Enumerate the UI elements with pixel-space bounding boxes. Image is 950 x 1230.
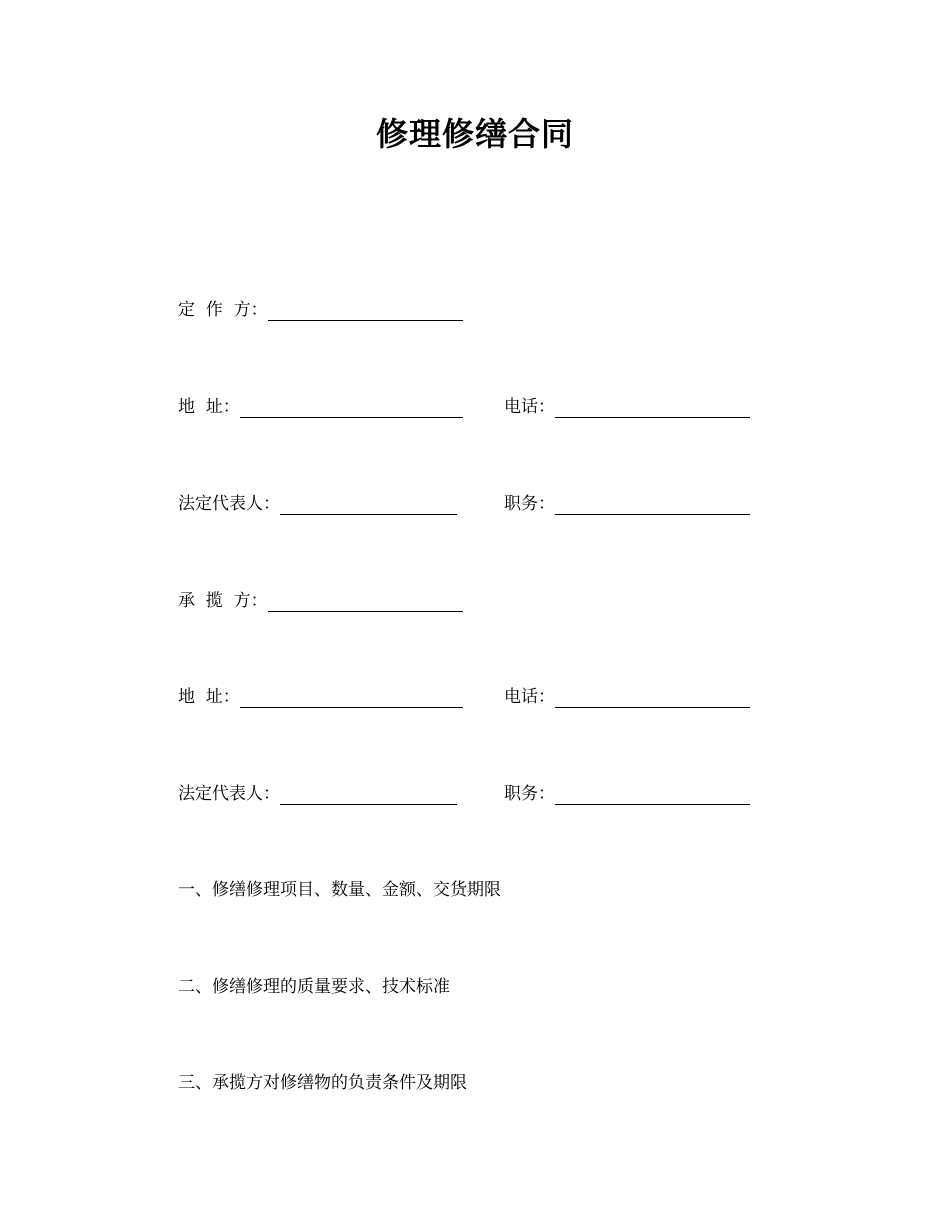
party-a-name-label: 定 作 方： — [178, 300, 268, 320]
party-a-phone-blank[interactable] — [555, 397, 750, 418]
party-b-address-field — [178, 687, 463, 711]
party-a-address-field — [178, 397, 463, 421]
party-a-phone-field — [504, 397, 750, 421]
party-b-rep-label: 法定代表人： — [178, 784, 280, 804]
party-b-position-blank[interactable] — [555, 784, 750, 805]
section-heading-1: 一、修缮修理项目、数量、金额、交货期限 — [178, 880, 501, 900]
section-heading-2: 二、修缮修理的质量要求、技术标准 — [178, 977, 450, 997]
party-b-address-blank[interactable] — [240, 687, 463, 708]
document-title: 修理修缮合同 — [375, 115, 574, 153]
party-a-position-field — [504, 494, 750, 518]
party-b-position-field — [504, 784, 750, 808]
party-a-rep-field — [178, 494, 457, 518]
party-a-rep-label: 法定代表人： — [178, 494, 280, 514]
party-b-rep-blank[interactable] — [280, 784, 457, 805]
party-b-phone-field — [504, 687, 750, 711]
party-b-name-label: 承 揽 方： — [178, 591, 268, 611]
party-a-address-blank[interactable] — [240, 397, 463, 418]
party-a-rep-blank[interactable] — [280, 494, 457, 515]
party-a-phone-label: 电话： — [504, 397, 555, 417]
party-b-position-label: 职务： — [504, 784, 555, 804]
party-b-phone-blank[interactable] — [555, 687, 750, 708]
party-a-address-label: 地 址： — [178, 397, 240, 417]
party-b-address-label: 地 址： — [178, 687, 240, 707]
party-b-name-field — [178, 591, 463, 615]
party-b-rep-field — [178, 784, 457, 808]
party-a-position-label: 职务： — [504, 494, 555, 514]
party-a-name-blank[interactable] — [268, 300, 463, 321]
party-a-name-field — [178, 300, 463, 324]
section-heading-3: 三、承揽方对修缮物的负责条件及期限 — [178, 1073, 467, 1093]
party-b-name-blank[interactable] — [268, 591, 463, 612]
party-a-position-blank[interactable] — [555, 494, 750, 515]
party-b-phone-label: 电话： — [504, 687, 555, 707]
